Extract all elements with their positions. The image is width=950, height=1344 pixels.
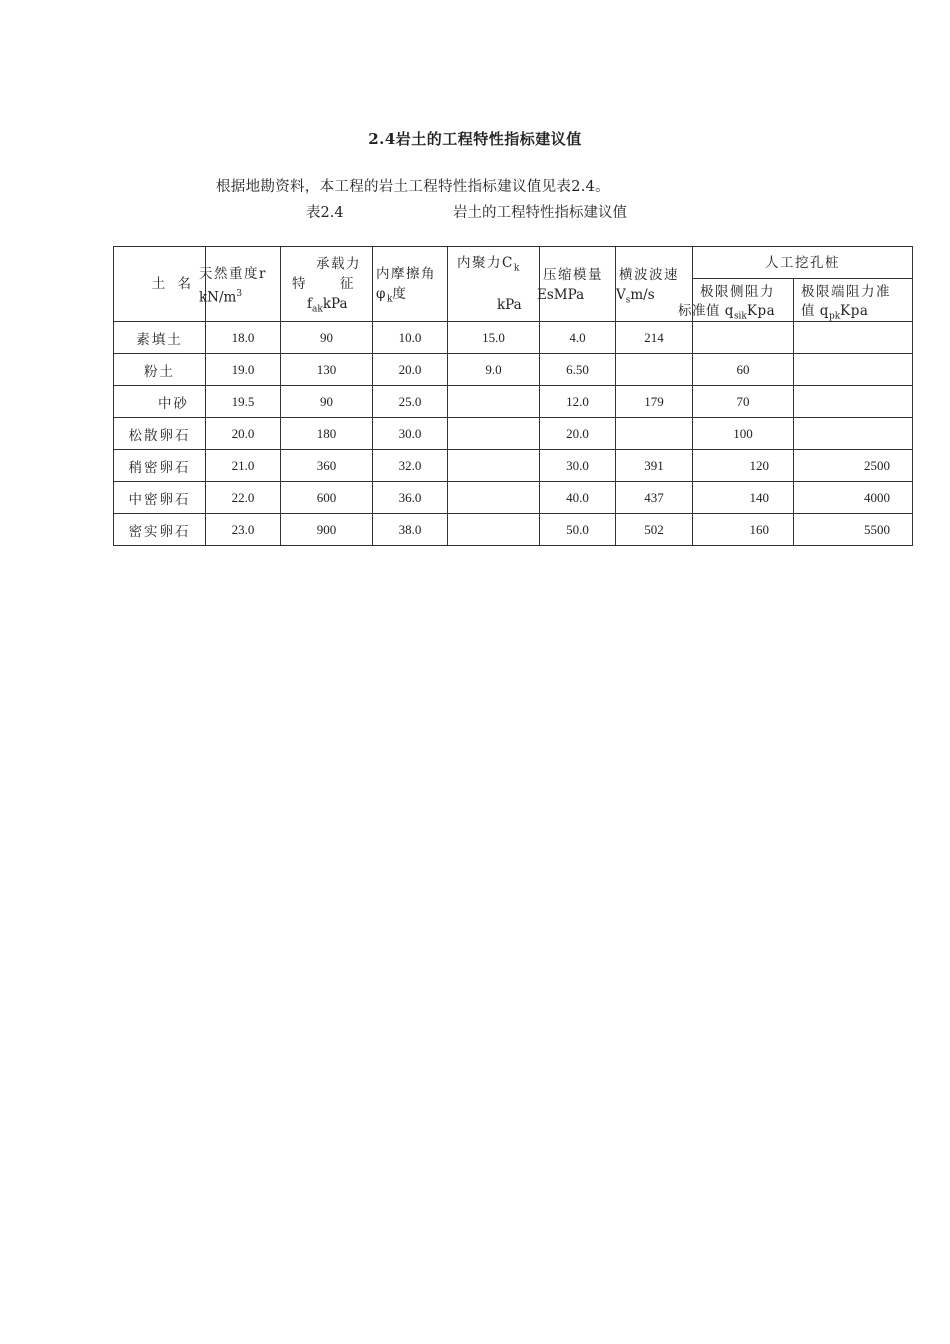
table-row: 稍密卵石 21.0 360 32.0 30.0 391 120 2500: [114, 450, 913, 482]
header-density: 天然重度r $kN/m^3$: [206, 247, 281, 322]
header-side-resistance: 极限侧阻力 标准值 $q_{sik}Kpa$: [693, 279, 794, 322]
table-caption-number: 表2.4: [306, 205, 344, 221]
soil-properties-table: [113, 246, 913, 546]
header-cohesion: 内聚力$C_k$ kPa: [448, 247, 540, 322]
header-soil-name: 土 名: [114, 247, 206, 322]
table-row: 素填土 18.0 90 10.0 15.0 4.0 214: [114, 322, 913, 354]
header-shear-wave-velocity: 横波波速 $V_sm/s$: [616, 247, 693, 322]
header-compression-modulus: 压缩模量 EsMPa: [540, 247, 616, 322]
table-row: 粉土 19.0 130 20.0 9.0 6.50 60: [114, 354, 913, 386]
intro-paragraph: 根据地勘资料，本工程的岩土工程特性指标建议值见表2.4。: [216, 179, 610, 195]
table-row: 松散卵石 20.0 180 30.0 20.0 100: [114, 418, 913, 450]
table-caption-title: 岩土的工程特性指标建议值: [453, 205, 627, 221]
section-title: 2.4岩土的工程特性指标建议值: [368, 130, 582, 148]
header-manual-bored-pile: 人工挖孔桩: [693, 247, 913, 279]
table-row: 密实卵石 23.0 900 38.0 50.0 502 160 5500: [114, 514, 913, 546]
header-bearing-capacity: 承载力 特 征 $f_{ak}kPa$: [281, 247, 373, 322]
table-row: 中砂 19.5 90 25.0 12.0 179 70: [114, 386, 913, 418]
header-friction-angle: 内摩擦角 $\varphi_k$度: [373, 247, 448, 322]
table-row: 中密卵石 22.0 600 36.0 40.0 437 140 4000: [114, 482, 913, 514]
header-end-resistance: 极限端阻力准 值 $q_{pk}Kpa$: [794, 279, 913, 322]
